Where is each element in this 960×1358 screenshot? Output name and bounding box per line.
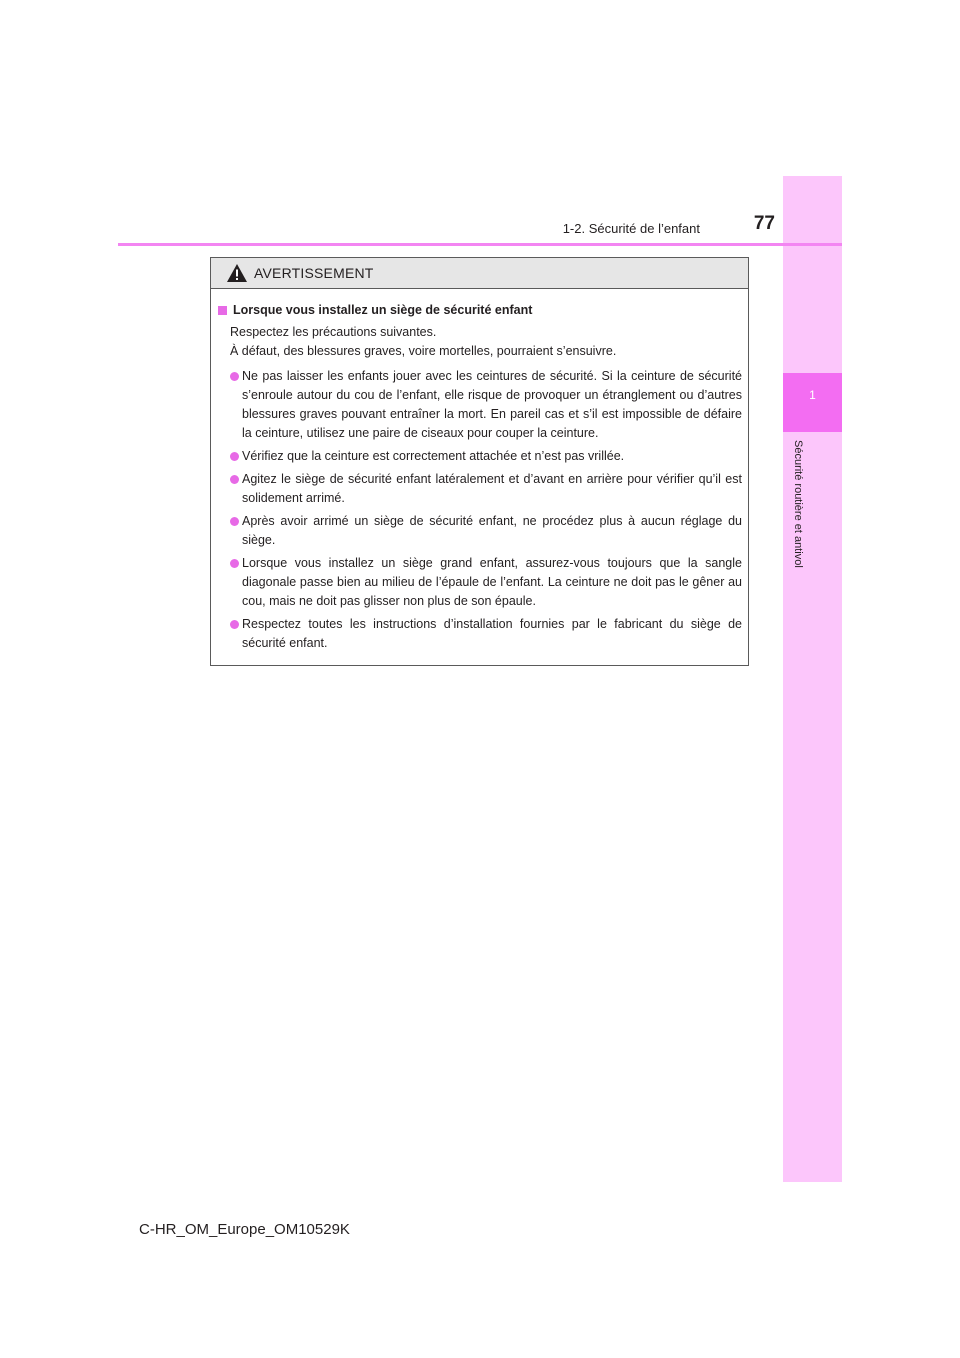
warning-item-text: Ne pas laisser les enfants jouer avec les ceintures de sécurité. Si la ceinture de sécurité s’enroule autour du cou de l’enfant, elle risque de provoquer un étranglement ou d’autres blessures graves pouvant entraîner la mort. En pareil cas et s’il est impossible de défaire la ceinture, utilisez une paire de ciseaux pour couper la ceinture. — [242, 369, 742, 440]
bullet-dot-icon — [230, 452, 239, 461]
bullet-dot-icon — [230, 559, 239, 568]
header-rule — [118, 243, 842, 246]
square-bullet-icon — [218, 306, 227, 315]
warning-item-text: Après avoir arrimé un siège de sécurité enfant, ne procédez plus à aucun réglage du siège. — [242, 514, 742, 547]
bullet-dot-icon — [230, 517, 239, 526]
warning-list — [217, 367, 742, 653]
side-tab-active-chapter[interactable] — [783, 373, 842, 432]
warning-item-text: Agitez le siège de sécurité enfant latéralement et d’avant en arrière pour vérifier qu’il est solidement arrimé. — [242, 472, 742, 505]
chapter-title: Sécurité routière et antivol — [792, 440, 804, 568]
document-code: C-HR_OM_Europe_OM10529K — [139, 1221, 350, 1238]
warning-title: AVERTISSEMENT — [254, 265, 374, 281]
bullet-dot-icon — [230, 620, 239, 629]
chapter-number: 1 — [809, 388, 816, 402]
page-number: 77 — [753, 213, 775, 234]
warning-item-text: Respectez toutes les instructions d’installation fournies par le fabricant du siège de sécurité enfant. — [242, 617, 742, 650]
warning-list-item — [217, 447, 742, 466]
warning-triangle-icon — [226, 263, 248, 283]
intro-line: À défaut, des blessures graves, voire mortelles, pourraient s’ensuivre. — [230, 344, 617, 358]
warning-list-item — [217, 615, 742, 653]
warning-body — [211, 289, 748, 653]
warning-box — [210, 257, 749, 666]
side-tab — [783, 176, 842, 1182]
warning-list-item — [217, 367, 742, 443]
warning-list-item — [217, 512, 742, 550]
warning-intro — [217, 323, 742, 361]
warning-list-item — [217, 470, 742, 508]
warning-subheading-text: Lorsque vous installez un siège de sécurité enfant — [233, 303, 533, 317]
warning-header — [211, 258, 748, 289]
warning-list-item — [217, 554, 742, 611]
section-reference: 1-2. Sécurité de l’enfant — [562, 221, 700, 236]
intro-line: Respectez les précautions suivantes. — [230, 325, 437, 339]
warning-item-text: Vérifiez que la ceinture est correctement attachée et n’est pas vrillée. — [242, 449, 625, 463]
warning-item-text: Lorsque vous installez un siège grand enfant, assurez-vous toujours que la sangle diagonale passe bien au milieu de l’épaule de l’enfant. La ceinture ne doit pas le gêner au cou, mais ne doit pas glisser non plus de son épaule. — [242, 556, 742, 608]
bullet-dot-icon — [230, 475, 239, 484]
bullet-dot-icon — [230, 372, 239, 381]
warning-subheading — [217, 301, 742, 320]
